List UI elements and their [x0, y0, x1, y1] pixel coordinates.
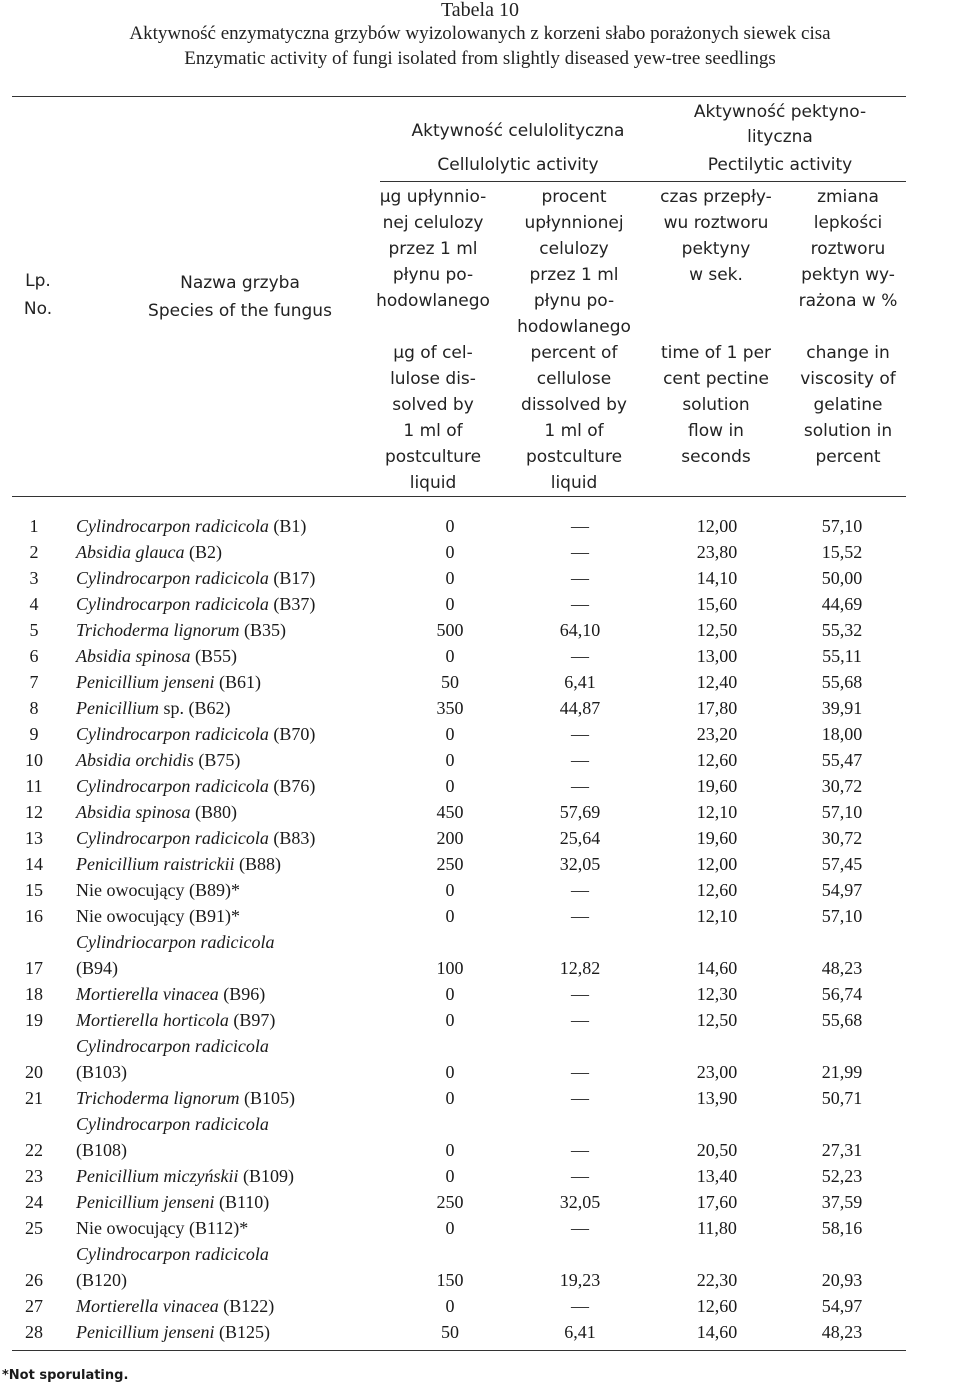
pectine-flow-time: 12,50 — [696, 1010, 738, 1030]
pectine-flow-time: 12,50 — [696, 620, 738, 640]
viscosity-change: 15,52 — [821, 542, 863, 562]
cellulose-ug: 500 — [436, 620, 464, 640]
isolate-code: (B76) — [273, 776, 316, 796]
table-row — [0, 1241, 960, 1293]
species-cell — [76, 1293, 274, 1319]
species-name: Cylindrocarpon radicicola — [76, 776, 269, 796]
table-row — [0, 1215, 960, 1241]
cellulose-percent: — — [571, 542, 589, 562]
isolate-code: (B80) — [195, 802, 238, 822]
table-row — [0, 669, 960, 695]
isolate-code: (B1) — [273, 516, 307, 536]
cellulose-percent: — — [571, 1088, 589, 1108]
viscosity-change: 55,11 — [822, 646, 862, 666]
row-number: 9 — [29, 724, 39, 744]
species-cell — [76, 1163, 294, 1189]
cellulose-percent: 57,69 — [559, 802, 601, 822]
pectine-flow-time: 14,10 — [696, 568, 738, 588]
header-col1-polish: µg upłynnio- nej celulozy przez 1 ml płynu po- hodowlanego — [376, 187, 490, 311]
viscosity-change: 50,71 — [821, 1088, 863, 1108]
isolate-code: (B109) — [242, 1166, 294, 1186]
isolate-code: (B61) — [218, 672, 261, 692]
species-cell — [76, 721, 315, 747]
species-name: Cylindrocarpon radicicola — [76, 828, 269, 848]
table-row — [0, 773, 960, 799]
cellulose-percent: — — [571, 568, 589, 588]
pectine-flow-time: 14,60 — [696, 958, 738, 978]
isolate-code: (B17) — [273, 568, 316, 588]
species-name: Absidia glauca — [76, 542, 185, 562]
viscosity-change: 21,99 — [821, 1062, 863, 1082]
pectine-flow-time: 12,60 — [696, 880, 738, 900]
viscosity-change: 56,74 — [821, 984, 863, 1004]
species-name: Cylindrocarpon radicicola — [76, 516, 269, 536]
species-cell — [76, 1189, 269, 1215]
pectine-flow-time: 12,10 — [696, 906, 738, 926]
header-col4-polish: zmiana lepkości roztworu pektyn wy- rażona w % — [798, 187, 898, 311]
species-cell — [76, 591, 315, 617]
table-row — [0, 1033, 960, 1085]
viscosity-change: 30,72 — [821, 776, 863, 796]
bottom-rule — [12, 1350, 906, 1351]
table-row — [0, 565, 960, 591]
table-row — [0, 981, 960, 1007]
header-col4-english: change in viscosity of gelatine solution in percent — [800, 343, 896, 467]
table-row — [0, 513, 960, 539]
viscosity-change: 39,91 — [821, 698, 863, 718]
viscosity-change: 55,68 — [821, 1010, 863, 1030]
cellulose-percent: — — [571, 516, 589, 536]
cellulose-ug: 0 — [445, 776, 455, 796]
species-cell — [76, 1215, 248, 1241]
header-name-polish: Nazwa grzyba — [180, 273, 300, 293]
row-number: 15 — [25, 880, 43, 900]
viscosity-change: 30,72 — [821, 828, 863, 848]
table-row — [0, 643, 960, 669]
cellulose-percent: — — [571, 1166, 589, 1186]
table-row — [0, 929, 960, 981]
row-number: 3 — [29, 568, 39, 588]
cellulose-percent: — — [571, 984, 589, 1004]
isolate-code: (B105) — [244, 1088, 296, 1108]
isolate-code: (B70) — [273, 724, 316, 744]
top-rule — [12, 96, 906, 97]
cellulose-ug: 350 — [436, 698, 464, 718]
isolate-code: (B103) — [76, 1062, 127, 1082]
row-number: 24 — [25, 1192, 43, 1212]
table-row — [0, 591, 960, 617]
pectine-flow-time: 14,60 — [696, 1322, 738, 1342]
pectine-flow-time: 12,40 — [696, 672, 738, 692]
cellulose-percent: 19,23 — [559, 1270, 601, 1290]
species-cell — [76, 669, 261, 695]
cellulose-ug: 0 — [445, 568, 455, 588]
species-cell — [76, 539, 222, 565]
viscosity-change: 55,68 — [821, 672, 863, 692]
isolate-code: (B83) — [273, 828, 316, 848]
row-number: 11 — [25, 776, 43, 796]
cellulose-ug: 200 — [436, 828, 464, 848]
header-sub-rule — [380, 181, 906, 182]
table-row — [0, 1085, 960, 1111]
species-cell — [76, 513, 306, 539]
viscosity-change: 44,69 — [821, 594, 863, 614]
pectine-flow-time: 13,00 — [696, 646, 738, 666]
row-number: 20 — [25, 1062, 43, 1082]
species-cell — [76, 643, 237, 669]
species-name: Cylindrocarpon radicicola — [76, 1114, 269, 1134]
cellulose-ug: 0 — [445, 1218, 455, 1238]
row-number: 6 — [29, 646, 39, 666]
row-number: 13 — [25, 828, 43, 848]
table-row — [0, 799, 960, 825]
isolate-code: (B125) — [218, 1322, 270, 1342]
table-row — [0, 747, 960, 773]
pectine-flow-time: 13,40 — [696, 1166, 738, 1186]
species-cell — [76, 799, 237, 825]
table-body — [0, 513, 960, 1345]
cellulose-ug: 0 — [445, 646, 455, 666]
cellulose-percent: — — [571, 1010, 589, 1030]
cellulose-percent: — — [571, 776, 589, 796]
cellulose-percent: — — [571, 646, 589, 666]
isolate-code: Nie owocujący (B89)* — [76, 880, 240, 900]
species-name: Penicillium jenseni — [76, 1322, 215, 1342]
viscosity-change: 57,10 — [821, 906, 863, 926]
species-cell — [76, 851, 281, 877]
viscosity-change: 54,97 — [821, 1296, 863, 1316]
row-number: 18 — [25, 984, 43, 1004]
viscosity-change: 58,16 — [821, 1218, 863, 1238]
pectine-flow-time: 12,60 — [696, 1296, 738, 1316]
species-name: Absidia spinosa — [76, 646, 191, 666]
row-number: 27 — [25, 1296, 43, 1316]
cellulose-ug: 0 — [445, 516, 455, 536]
cellulose-percent: 32,05 — [559, 854, 601, 874]
pectine-flow-time: 23,80 — [696, 542, 738, 562]
header-col2-english: percent of cellulose dissolved by 1 ml of postculture liquid — [521, 343, 627, 493]
row-number: 21 — [25, 1088, 43, 1108]
species-name: Cylindrocarpon radicicola — [76, 1036, 269, 1056]
species-name: Mortierella vinacea — [76, 1296, 219, 1316]
pectine-flow-time: 12,00 — [696, 854, 738, 874]
cellulose-ug: 0 — [445, 880, 455, 900]
viscosity-change: 20,93 — [821, 1270, 863, 1290]
cellulose-percent: 44,87 — [559, 698, 601, 718]
table-row — [0, 1319, 960, 1345]
cellulose-ug: 100 — [436, 958, 464, 978]
cellulose-ug: 0 — [445, 542, 455, 562]
table-row — [0, 617, 960, 643]
species-cell — [76, 903, 240, 929]
row-number: 19 — [25, 1010, 43, 1030]
table-row — [0, 1293, 960, 1319]
row-number: 16 — [25, 906, 43, 926]
species-cell — [76, 825, 315, 851]
cellulose-percent: 12,82 — [559, 958, 601, 978]
species-cell — [76, 773, 315, 799]
species-name: Cylindrocarpon radicicola — [76, 1244, 269, 1264]
viscosity-change: 55,32 — [821, 620, 863, 640]
viscosity-change: 48,23 — [821, 958, 863, 978]
footnote: *Not sporulating. — [2, 1368, 129, 1383]
cellulose-ug: 0 — [445, 984, 455, 1004]
table-row — [0, 1111, 960, 1163]
species-name: Cylindrocarpon radicicola — [76, 594, 269, 614]
pectine-flow-time: 20,50 — [696, 1140, 738, 1160]
species-name: Trichoderma lignorum — [76, 1088, 240, 1108]
cellulose-ug: 0 — [445, 1166, 455, 1186]
header-pectilytic-polish: Aktywność pektyno- lityczna — [693, 102, 867, 147]
species-cell — [76, 981, 265, 1007]
pectine-flow-time: 23,20 — [696, 724, 738, 744]
header-name-english: Species of the fungus — [148, 301, 332, 321]
species-cell — [76, 565, 315, 591]
table-row — [0, 539, 960, 565]
isolate-code: (B55) — [195, 646, 238, 666]
cellulose-percent: — — [571, 906, 589, 926]
species-name: Penicillium raistrickii — [76, 854, 235, 874]
cellulose-ug: 0 — [445, 594, 455, 614]
row-number: 10 — [25, 750, 43, 770]
isolate-code: (B94) — [76, 958, 118, 978]
cellulose-ug: 0 — [445, 1088, 455, 1108]
species-cell — [76, 617, 286, 643]
species-name: Penicillium — [76, 698, 159, 718]
pectine-flow-time: 12,10 — [696, 802, 738, 822]
cellulose-percent: — — [571, 1062, 589, 1082]
table-row — [0, 825, 960, 851]
cellulose-percent: — — [571, 724, 589, 744]
viscosity-change: 52,23 — [821, 1166, 863, 1186]
viscosity-change: 27,31 — [821, 1140, 863, 1160]
isolate-code: Nie owocujący (B112)* — [76, 1218, 249, 1238]
viscosity-change: 37,59 — [821, 1192, 863, 1212]
isolate-code: (B75) — [198, 750, 241, 770]
pectine-flow-time: 12,00 — [696, 516, 738, 536]
header-no: No. — [23, 299, 53, 319]
cellulose-ug: 50 — [441, 672, 459, 692]
cellulose-ug: 0 — [445, 1062, 455, 1082]
isolate-code: sp. (B62) — [163, 698, 231, 718]
pectine-flow-time: 12,60 — [696, 750, 738, 770]
row-number: 14 — [25, 854, 43, 874]
cellulose-ug: 0 — [445, 750, 455, 770]
header-col2-polish: procent upłynnionej celulozy przez 1 ml płynu po- hodowlanego — [517, 187, 631, 337]
table-row — [0, 851, 960, 877]
viscosity-change: 57,10 — [821, 516, 863, 536]
header-cellulolytic-polish: Aktywność celulolityczna — [411, 121, 625, 141]
isolate-code: (B88) — [238, 854, 281, 874]
header-col3-english: time of 1 per cent pectine solution flow in seconds — [660, 343, 772, 467]
cellulose-percent: — — [571, 1140, 589, 1160]
cellulose-ug: 150 — [436, 1270, 464, 1290]
header-col3-polish: czas przepły- wu roztworu pektyny w sek. — [660, 187, 772, 285]
table-row — [0, 1163, 960, 1189]
species-name: Cylindrocarpon radicicola — [76, 724, 269, 744]
pectine-flow-time: 17,60 — [696, 1192, 738, 1212]
table-row — [0, 721, 960, 747]
species-name: Mortierella vinacea — [76, 984, 219, 1004]
row-number: 4 — [29, 594, 39, 614]
species-name: Absidia spinosa — [76, 802, 191, 822]
isolate-code: (B97) — [233, 1010, 276, 1030]
viscosity-change: 50,00 — [821, 568, 863, 588]
pectine-flow-time: 13,90 — [696, 1088, 738, 1108]
species-name: Cylindrocarpon radicicola — [76, 568, 269, 588]
species-cell — [76, 1007, 275, 1033]
species-cell — [76, 1085, 295, 1111]
header-pectilytic-english: Pectilytic activity — [707, 155, 853, 175]
species-name: Absidia orchidis — [76, 750, 194, 770]
isolate-code: (B120) — [76, 1270, 127, 1290]
row-number: 2 — [29, 542, 39, 562]
table-row — [0, 1007, 960, 1033]
pectine-flow-time: 17,80 — [696, 698, 738, 718]
table-title-polish: Aktywność enzymatyczna grzybów wyizolowanych z korzeni słabo porażonych siewek cisa — [129, 23, 831, 44]
cellulose-percent: — — [571, 750, 589, 770]
pectine-flow-time: 22,30 — [696, 1270, 738, 1290]
viscosity-change: 48,23 — [821, 1322, 863, 1342]
cellulose-ug: 50 — [441, 1322, 459, 1342]
species-name: Trichoderma lignorum — [76, 620, 240, 640]
row-number: 1 — [29, 516, 39, 536]
cellulose-ug: 0 — [445, 1140, 455, 1160]
row-number: 7 — [29, 672, 39, 692]
row-number: 8 — [29, 698, 39, 718]
viscosity-change: 57,10 — [821, 802, 863, 822]
cellulose-ug: 0 — [445, 906, 455, 926]
pectine-flow-time: 12,30 — [696, 984, 738, 1004]
isolate-code: (B2) — [189, 542, 222, 562]
pectine-flow-time: 15,60 — [696, 594, 738, 614]
header-lp: Lp. — [25, 271, 51, 291]
row-number: 12 — [25, 802, 43, 822]
pectine-flow-time: 11,80 — [697, 1218, 737, 1238]
cellulose-ug: 0 — [445, 1296, 455, 1316]
species-cell — [76, 747, 240, 773]
row-number: 25 — [25, 1218, 43, 1238]
viscosity-change: 18,00 — [821, 724, 863, 744]
row-number: 5 — [29, 620, 39, 640]
viscosity-change: 57,45 — [821, 854, 863, 874]
isolate-code: (B37) — [273, 594, 316, 614]
table-row — [0, 903, 960, 929]
table-row — [0, 877, 960, 903]
cellulose-percent: 25,64 — [559, 828, 601, 848]
species-cell — [76, 877, 240, 903]
isolate-code: (B110) — [218, 1192, 270, 1212]
pectine-flow-time: 19,60 — [696, 828, 738, 848]
row-number: 28 — [25, 1322, 43, 1342]
species-name: Penicillium jenseni — [76, 1192, 215, 1212]
viscosity-change: 55,47 — [821, 750, 863, 770]
header-col1-english: µg of cel- lulose dis- solved by 1 ml of postculture liquid — [384, 343, 482, 493]
cellulose-percent: — — [571, 594, 589, 614]
cellulose-ug: 250 — [436, 854, 464, 874]
pectine-flow-time: 19,60 — [696, 776, 738, 796]
cellulose-percent: — — [571, 1296, 589, 1316]
cellulose-percent: 64,10 — [559, 620, 601, 640]
isolate-code: (B35) — [244, 620, 287, 640]
cellulose-percent: — — [571, 1218, 589, 1238]
cellulose-percent: 32,05 — [559, 1192, 601, 1212]
header-cellulolytic-english: Cellulolytic activity — [437, 155, 599, 175]
cellulose-percent: 6,41 — [564, 1322, 596, 1342]
cellulose-ug: 0 — [445, 1010, 455, 1030]
cellulose-percent: — — [571, 880, 589, 900]
species-name: Penicillium miczyńskii — [76, 1166, 239, 1186]
table-number: Tabela 10 — [440, 0, 519, 21]
header-bottom-rule — [12, 496, 906, 497]
cellulose-ug: 450 — [436, 802, 464, 822]
isolate-code: Nie owocujący (B91)* — [76, 906, 240, 926]
row-number: 26 — [25, 1270, 43, 1290]
species-cell — [76, 1319, 270, 1345]
cellulose-ug: 250 — [436, 1192, 464, 1212]
species-cell — [76, 695, 230, 721]
row-number: 23 — [25, 1166, 43, 1186]
isolate-code: (B122) — [223, 1296, 275, 1316]
viscosity-change: 54,97 — [821, 880, 863, 900]
isolate-code: (B108) — [76, 1140, 127, 1160]
cellulose-ug: 0 — [445, 724, 455, 744]
pectine-flow-time: 23,00 — [696, 1062, 738, 1082]
table-row — [0, 695, 960, 721]
isolate-code: (B96) — [223, 984, 266, 1004]
table-row — [0, 1189, 960, 1215]
row-number: 22 — [25, 1140, 43, 1160]
table-title-english: Enzymatic activity of fungi isolated from slightly diseased yew-tree seedlings — [184, 48, 776, 69]
species-name: Mortierella horticola — [76, 1010, 229, 1030]
species-name: Penicillium jenseni — [76, 672, 215, 692]
cellulose-percent: 6,41 — [564, 672, 596, 692]
species-name: Cylindriocarpon radicicola — [76, 932, 275, 952]
row-number: 17 — [25, 958, 43, 978]
